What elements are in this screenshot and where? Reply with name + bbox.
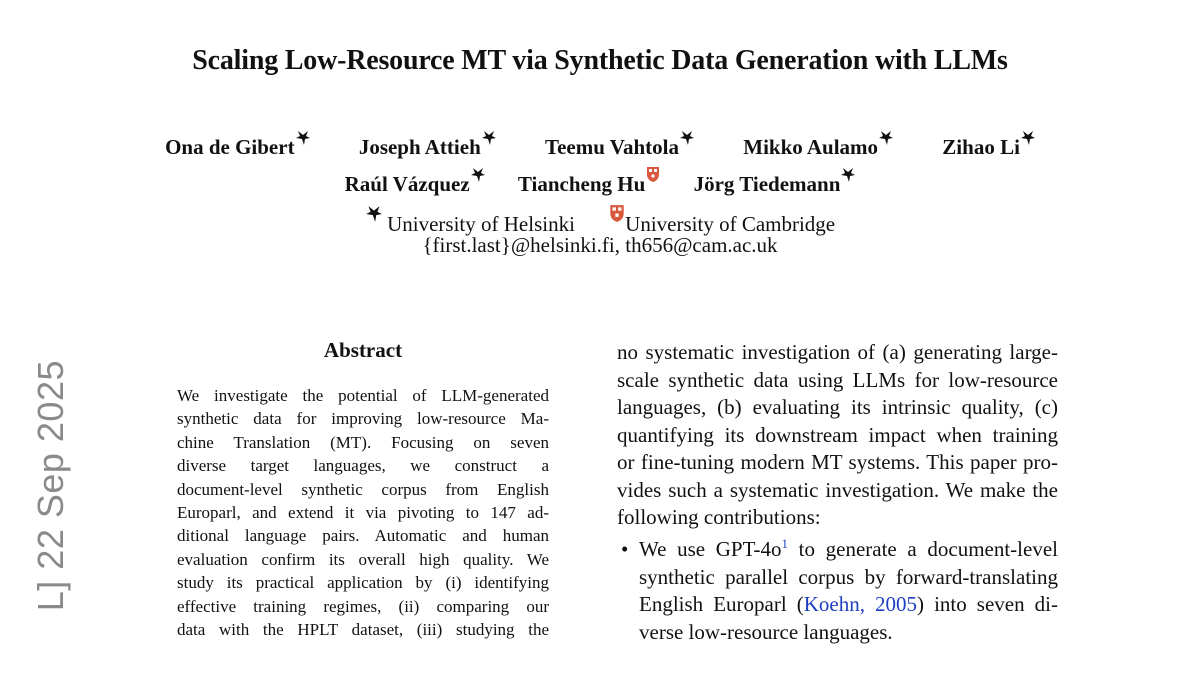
- author: Mikko Aulamo: [743, 130, 893, 160]
- author-list-row-2: [0, 166, 1200, 197]
- abstract-line: effective training regimes, (ii) comparing our: [177, 596, 549, 616]
- helsinki-affiliation-icon: [879, 130, 893, 146]
- body-line: scale synthetic data using LLMs for low-resource: [617, 367, 1058, 392]
- author: Raúl Vázquez: [345, 167, 485, 197]
- bullet-line: English Europarl (Koehn, 2005) into seven di-: [639, 592, 1058, 616]
- author-emails: {first.last}@helsinki.fi, th656@cam.ac.uk: [422, 233, 778, 257]
- body-line: following contributions:: [617, 505, 821, 529]
- author: Tiancheng Hu: [518, 166, 660, 197]
- abstract-line: Europarl, and extend it via pivoting to 147 ad-: [177, 503, 549, 523]
- body-line: or fine-tuning modern MT systems. This paper pro-: [617, 450, 1058, 474]
- author: Ona de Gibert: [165, 130, 310, 160]
- body-line: no systematic investigation of (a) generating large-: [617, 340, 1058, 364]
- abstract-body: [177, 384, 549, 641]
- affiliation: University of Cambridge: [608, 204, 835, 237]
- bullet-line: verse low-resource languages.: [639, 619, 893, 644]
- abstract-line: evaluation confirm its overall high quality. We: [177, 549, 549, 569]
- helsinki-affiliation-icon: [471, 167, 485, 183]
- author: Teemu Vahtola: [545, 130, 694, 160]
- abstract-line: diverse target languages, we construct a: [177, 456, 549, 476]
- arxiv-stamp: L] 22 Sep 2025: [30, 360, 71, 612]
- helsinki-affiliation-icon: [296, 130, 310, 146]
- cambridge-shield-icon: [609, 204, 625, 223]
- footnote-marker[interactable]: 1: [781, 536, 788, 551]
- citation-link[interactable]: Koehn, 2005: [803, 592, 918, 616]
- bullet-dot-icon: •: [621, 537, 629, 561]
- helsinki-affiliation-icon: [482, 130, 496, 146]
- abstract-line: We investigate the potential of LLM-generated: [177, 386, 549, 405]
- paper-title: Scaling Low-Resource MT via Synthetic Data Generation with LLMs: [192, 45, 1008, 76]
- helsinki-affiliation-icon: [1021, 130, 1035, 146]
- author: Zihao Li: [942, 130, 1035, 160]
- abstract-line: study its practical application by (i) identifying: [177, 573, 549, 593]
- author-list-row-1: [0, 130, 1200, 160]
- body-line: quantifying its downstream impact when training: [617, 422, 1058, 447]
- cambridge-shield-icon: [646, 166, 660, 183]
- abstract-line: chine Translation (MT). Focusing on seven: [177, 432, 549, 452]
- abstract-line: synthetic data for improving low-resource Ma-: [177, 409, 549, 429]
- abstract-line: data with the HPLT dataset, (iii) studying the: [177, 620, 549, 640]
- body-line: languages, (b) evaluating its intrinsic quality, (c): [617, 395, 1058, 419]
- bullet-line: We use GPT-$4o^1$ to generate a document-level: [639, 536, 1058, 561]
- author: Joseph Attieh: [359, 130, 496, 160]
- abstract-heading: Abstract: [323, 338, 403, 362]
- helsinki-affiliation-icon: [841, 167, 855, 183]
- abstract-line: ditional language pairs. Automatic and human: [177, 526, 549, 546]
- helsinki-affiliation-icon: [680, 130, 694, 146]
- body-line: vides such a systematic investigation. We make the: [617, 477, 1058, 502]
- author: Jörg Tiedemann: [694, 167, 856, 197]
- abstract-line: document-level synthetic corpus from English: [177, 479, 549, 499]
- helsinki-affiliation-icon: [366, 205, 382, 223]
- bullet-line: synthetic parallel corpus by forward-translating: [639, 564, 1058, 589]
- intro-paragraph: [617, 339, 1058, 532]
- affiliation: University of Helsinki: [365, 205, 575, 237]
